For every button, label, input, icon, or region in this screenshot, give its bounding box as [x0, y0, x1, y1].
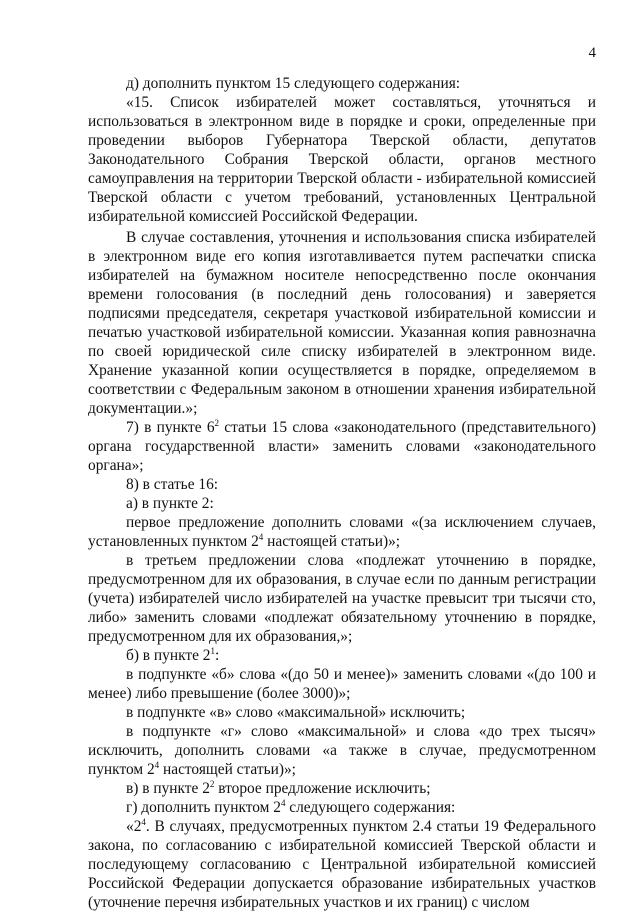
text-run: «2 [126, 818, 142, 835]
text-run: 8) в статье 16: [126, 476, 219, 493]
text-run: «15. Список избирателей может составляться, уточняться и использоваться в электронном виде в порядке и сроки, определенные при проведении выборов Губернатора Тверской области, депутатов Законодательного Собрания Тверской области, органов местного самоуправления на территории Тверской области - избирательной комиссией Тверской области с учетом требований, установленных Центральной избирательной комиссией Российской Федерации. [88, 94, 596, 225]
paragraph-p08 [88, 551, 596, 646]
superscript: 2 [209, 779, 215, 789]
text-run: в подпункте «г» слово «максимальной» и слова «до трех тысяч» исключить, дополнить словами «а также в случае, предусмотренном пунктом 2 [88, 723, 596, 778]
paragraph-p11 [88, 703, 596, 722]
text-run: а) в пункте 2: [126, 495, 214, 512]
paragraph-p07 [88, 513, 596, 551]
paragraph-p01 [88, 74, 596, 93]
paragraph-p13 [88, 779, 596, 798]
paragraph-p02 [88, 93, 596, 226]
superscript: 1 [210, 646, 215, 656]
superscript: 2 [214, 418, 220, 428]
text-run: . В случаях, предусмотренных пунктом 2.4 статьи 19 Федерального закона, по согласованию с избирательной комиссией Тверской области и последующему согласованию с Центральной избирательной комиссией Российской Федерации допускается образование избирательных участков (уточнение перечня избирательных участков и их границ) с числом [88, 818, 596, 911]
paragraph-p14 [88, 798, 596, 817]
paragraph-p06 [88, 494, 596, 513]
paragraph-p10 [88, 665, 596, 703]
paragraph-p12 [88, 722, 596, 779]
text-run: б) в пункте 2 [126, 647, 211, 664]
page-number: 4 [588, 45, 596, 61]
paragraph-p03 [88, 228, 596, 418]
text-run: в подпункте «в» слово «максимальной» исключить; [126, 704, 466, 721]
paragraph-p15 [88, 817, 596, 912]
superscript: 4 [258, 532, 264, 542]
paragraph-p04 [88, 418, 596, 475]
text-run: г) дополнить пунктом 2 [126, 799, 281, 816]
text-run: : [214, 647, 220, 664]
superscript: 4 [154, 760, 160, 770]
text-run: в третьем предложении слова «подлежат уточнению в порядке, предусмотренном для их образования, в случае если по данным регистрации (учета) избирателей число избирателей на участке превысит три тысячи сто, либо» заменить словами «подлежат обязательному уточнению в порядке, предусмотренном для их образования,»; [88, 552, 596, 645]
superscript: 4 [141, 817, 146, 827]
document-body [88, 74, 596, 912]
text-run: настоящей статьи)»; [159, 761, 296, 778]
paragraph-p05 [88, 475, 596, 494]
paragraph-p09 [88, 646, 596, 665]
superscript: 4 [280, 798, 286, 808]
text-run: настоящей статьи)»; [263, 533, 401, 550]
text-run: 7) в пункте 6 [126, 419, 215, 436]
text-run: В случае составления, уточнения и использования списка избирателей в электронном виде его копия изготавливается путем распечатки списка избирателей на бумажном носителе непосредственно после окончания времени голосования (в последний день голосования) и заверяется подписями председателя, секретаря участковой избирательной комиссии и печатью участковой избирательной комиссии. Указанная копия равнозначна по своей юридической силе списку избирателей в электронном виде. Хранение указанной копии осуществляется в порядке, определяемом в соответствии с Федеральным законом в отношении хранения избирательной документации.»; [88, 229, 596, 417]
text-run: первое предложение дополнить словами «(за исключением случаев, установленных пунктом 2 [88, 514, 596, 550]
text-run: в подпункте «б» слова «(до 50 и менее)» заменить словами «(до 100 и менее) либо превышение (более 3000)»; [88, 666, 596, 702]
text-run: д) дополнить пунктом 15 следующего содержания: [126, 75, 461, 92]
text-run: статьи 15 слова «законодательного (представительного) органа государственной власти» заменить словами «законодательного органа»; [88, 419, 597, 474]
text-run: в) в пункте 2 [126, 780, 210, 797]
text-run: второе предложение исключить; [214, 780, 431, 797]
text-run: следующего содержания: [285, 799, 456, 816]
